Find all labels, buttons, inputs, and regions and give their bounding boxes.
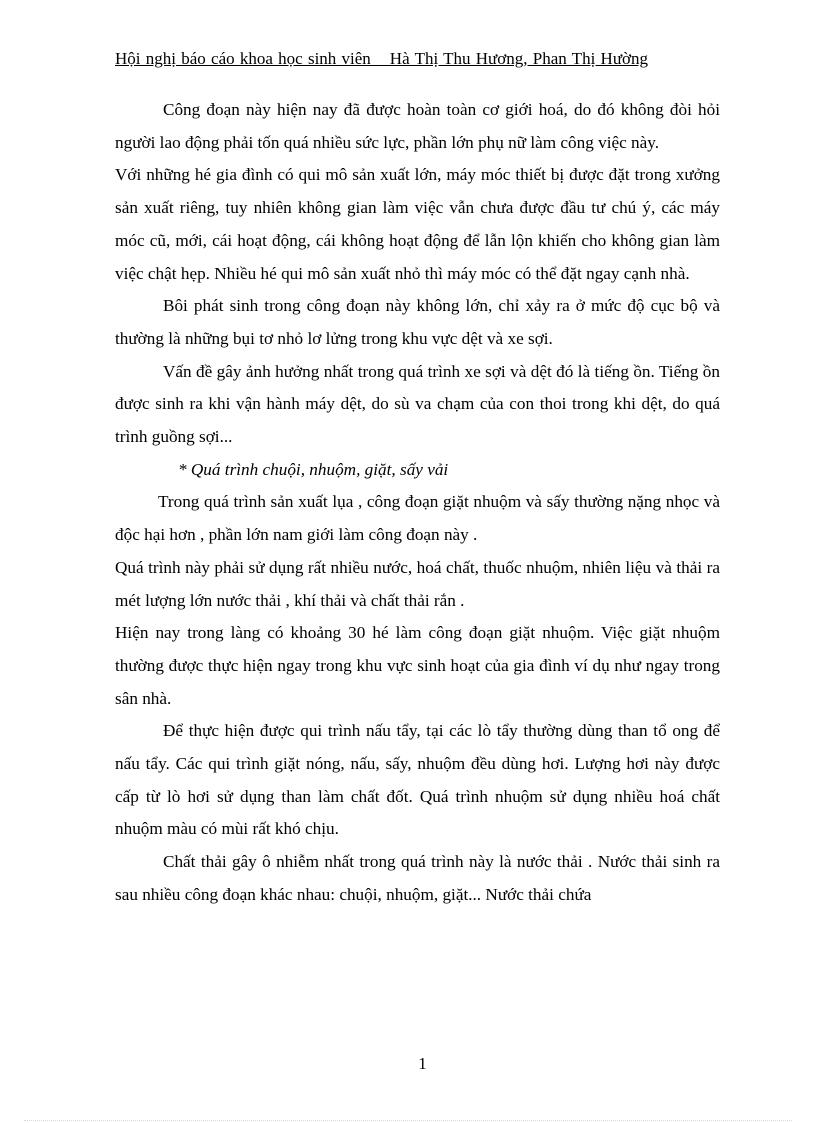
page-number: 1 xyxy=(418,1054,427,1073)
page-header: Hội nghị báo cáo khoa học sinh viên _ Hà Thị Thu Hương, Phan Thị Hường xyxy=(115,49,649,68)
section-subheading: * Quá trình chuội, nhuộm, giặt, sấy vải xyxy=(178,459,449,479)
body-text xyxy=(115,94,720,912)
paragraph-4: Vấn đề gây ảnh hưởng nhất trong quá trình xe sợi và dệt đó là tiếng ồn. Tiếng ồn được sinh ra khi vận hành máy dệt, do sù va chạm của con thoi trong khi dệt, do quá trình guồng sợi... xyxy=(115,361,720,447)
paragraph-5: Trong quá trình sản xuất lụa , công đoạn giặt nhuộm và sấy thường nặng nhọc và độc hại hơn , phần lớn nam giới làm công đoạn này . xyxy=(115,492,720,545)
paragraph-8: Để thực hiện được qui trình nấu tẩy, tại các lò tẩy thường dùng than tổ ong để nấu tẩy. Các qui trình giặt nóng, nấu, sấy, nhuộm đều dùng hơi. Lượng hơi này được cấp từ lò hơi sử dụng than làm chất đốt. Quá trình nhuộm sử dụng nhiều hoá chất nhuộm màu có mùi rất khó chịu. xyxy=(115,721,720,839)
paragraph-1: Công đoạn này hiện nay đã được hoàn toàn cơ giới hoá, do đó không đòi hỏi người lao động phải tốn quá nhiều sức lực, phần lớn phụ nữ làm công việc này. xyxy=(115,100,720,152)
paragraph-6: Quá trình này phải sử dụng rất nhiều nước, hoá chất, thuốc nhuộm, nhiên liệu và thải ra mét lượng lớn nước thải , khí thải và chất thải rắn . xyxy=(115,557,720,610)
paragraph-3: Bôi phát sinh trong công đoạn này không lớn, chỉ xảy ra ở mức độ cục bộ và thường là những bụi tơ nhỏ lơ lửng trong khu vực dệt và xe sợi. xyxy=(115,296,720,348)
paragraph-2: Với những hé gia đình có qui mô sản xuất lớn, máy móc thiết bị được đặt trong xưởng sản xuất riêng, tuy nhiên không gian làm việc vẫn chưa được đầu tư chú ý, các máy móc cũ, mới, cái hoạt động, cái không hoạt động để lẫn lộn khiến cho không gian làm việc chật hẹp. Nhiều hé qui mô sản xuất nhỏ thì máy móc có thể đặt ngay cạnh nhà. xyxy=(115,165,720,283)
page-bottom-divider xyxy=(24,1120,792,1121)
paragraph-9: Chất thải gây ô nhiễm nhất trong quá trình này là nước thải . Nước thải sinh ra sau nhiều công đoạn khác nhau: chuội, nhuộm, giặt... Nước thải chứa xyxy=(115,852,720,904)
paragraph-7: Hiện nay trong làng có khoảng 30 hé làm công đoạn giặt nhuộm. Việc giặt nhuộm thường được thực hiện ngay trong khu vực sinh hoạt của gia đình ví dụ như ngay trong sân nhà. xyxy=(115,623,720,708)
